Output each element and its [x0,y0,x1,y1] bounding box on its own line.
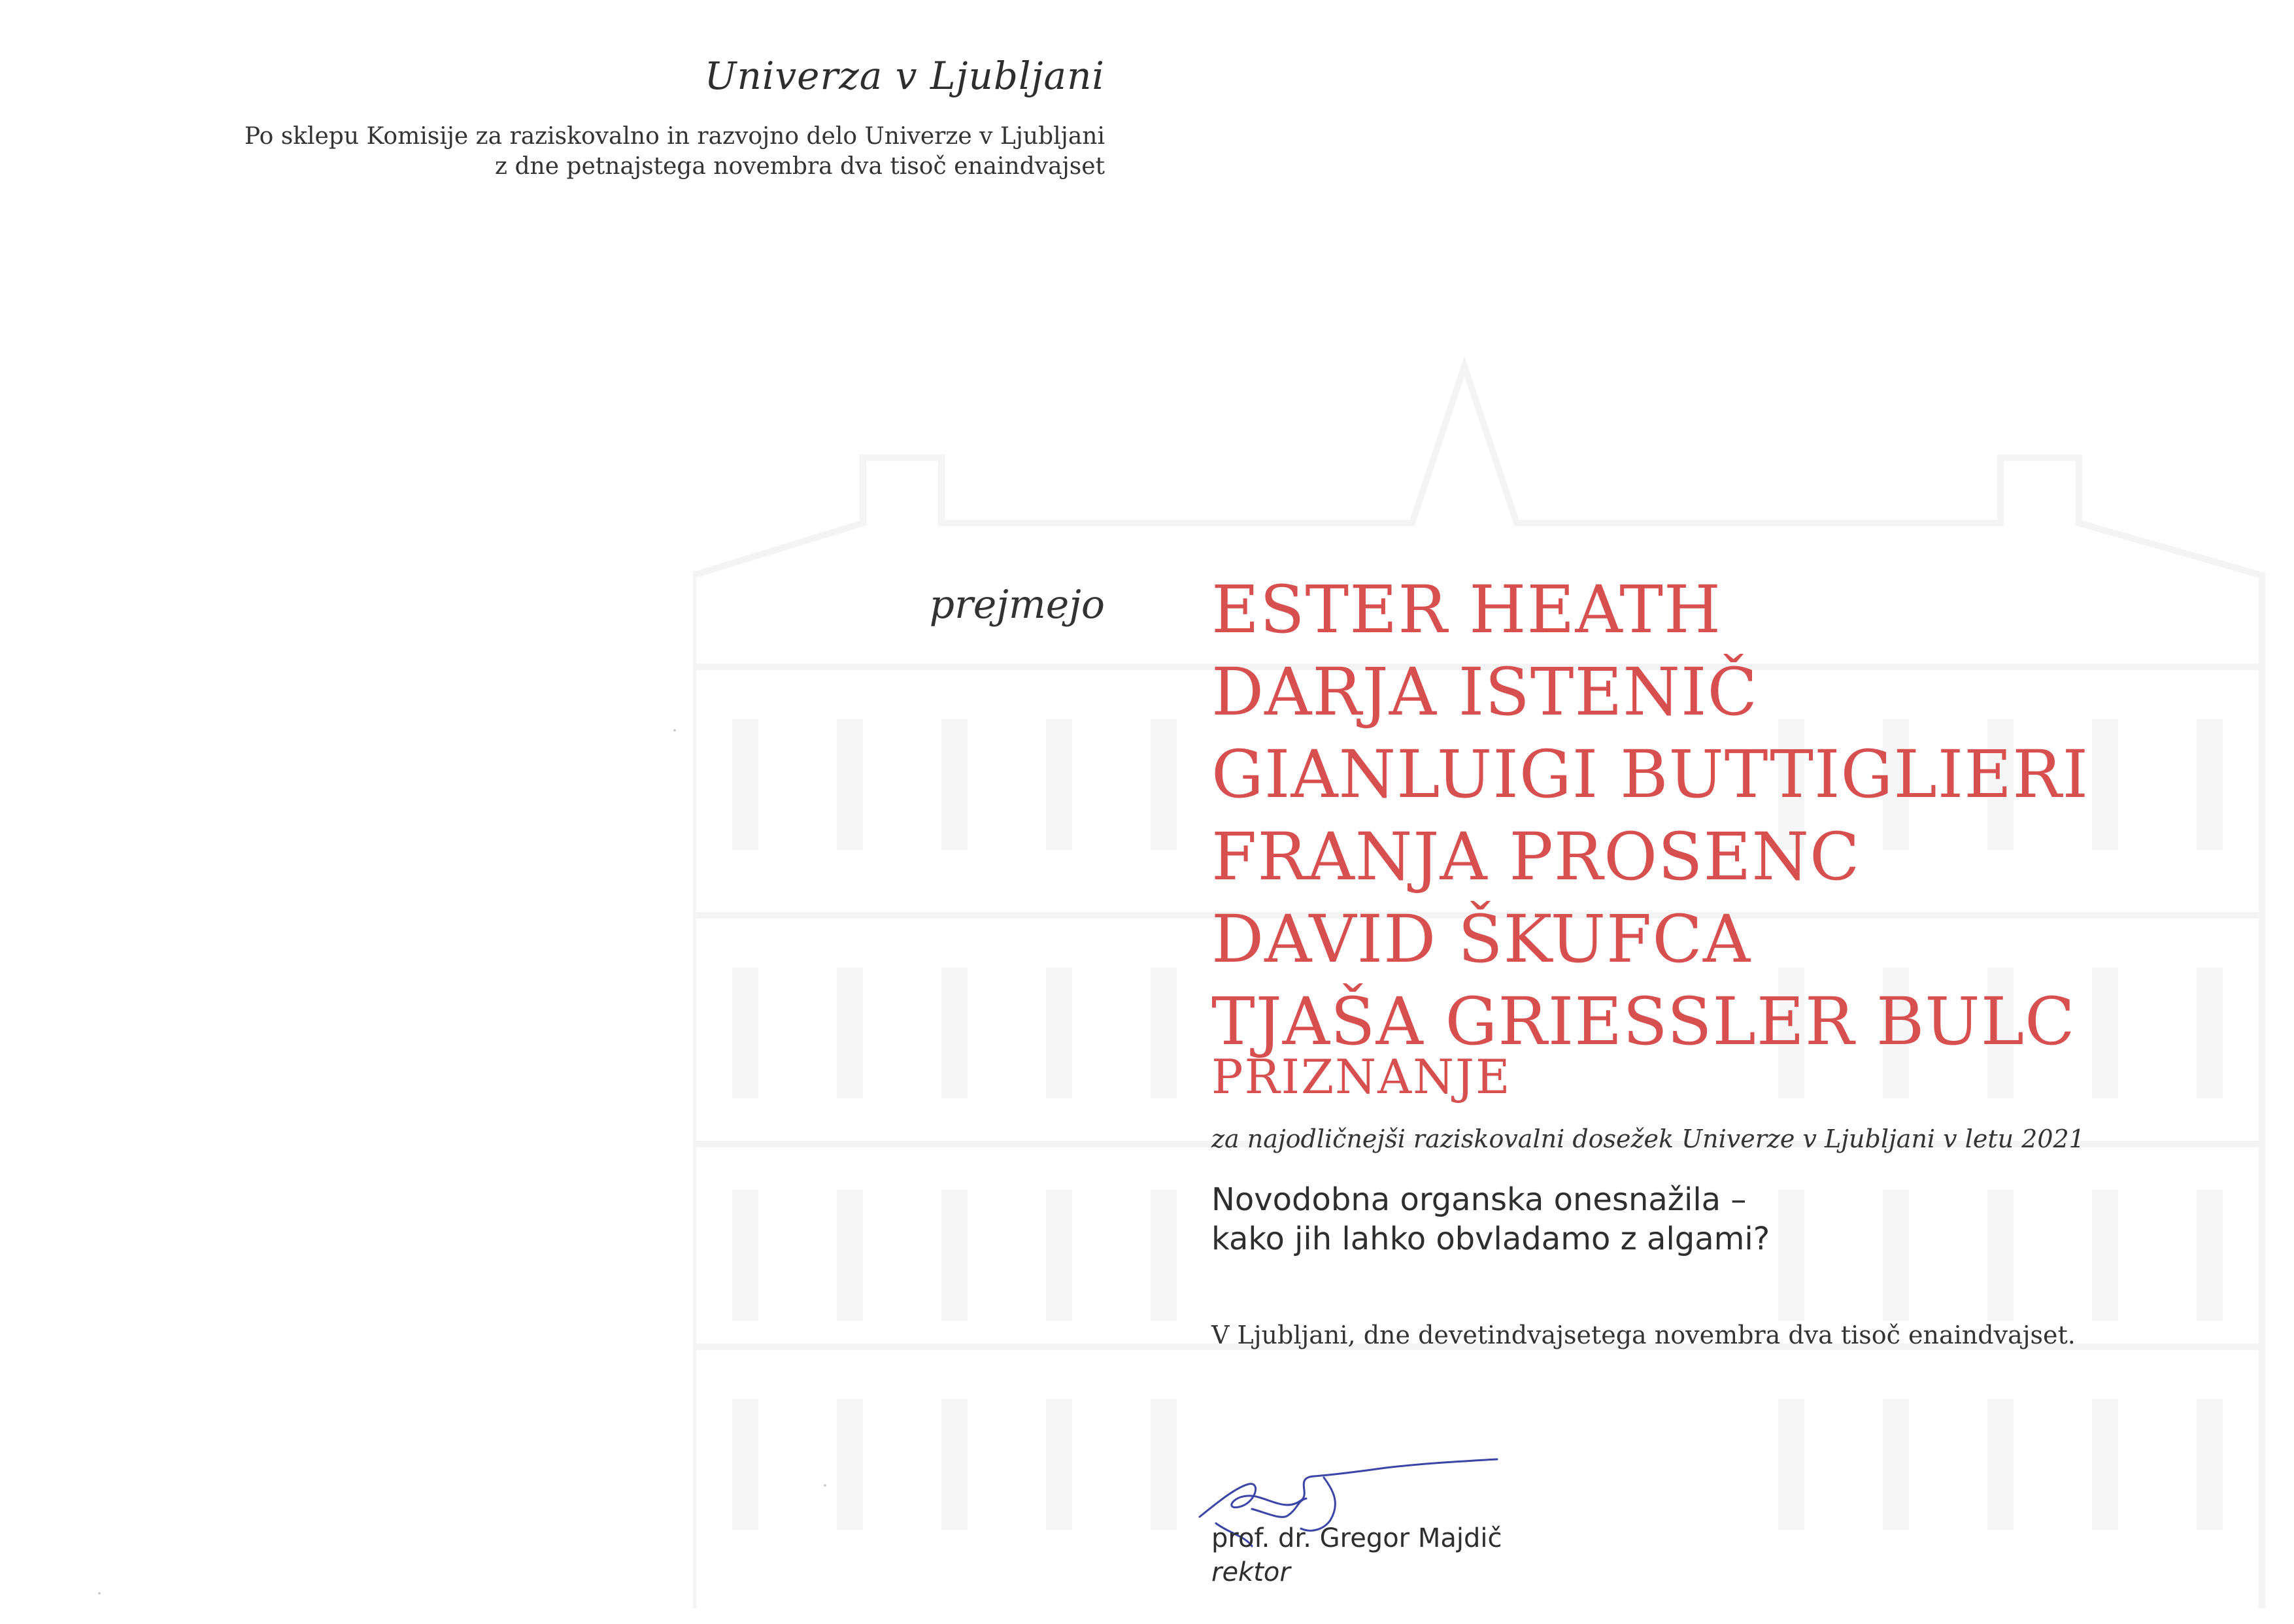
recipient-name: GIANLUIGI BUTTIGLIERI [1211,736,2089,813]
research-title-line-2: kako jih lahko obvladamo z algami? [1211,1221,1770,1257]
recipient-name: TJAŠA GRIESSLER BULC [1211,983,2076,1060]
recipient-name: DAVID ŠKUFCA [1211,901,1751,977]
signatory-role: rektor [1211,1557,1290,1587]
paper-speck [673,729,676,732]
recipient-name: DARJA ISTENIČ [1211,654,1758,730]
recipient-list [1211,569,2089,1063]
university-name: Univerza v Ljubljani [704,54,1105,98]
place-and-date: V Ljubljani, dne devetindvajsetega novembra dva tisoč enaindvajset. [1211,1321,2076,1349]
award-title: PRIZNANJE [1211,1049,1511,1104]
decree-line-1: Po sklepu Komisije za raziskovalno in razvojno delo Univerze v Ljubljani [244,123,1105,150]
signatory-name: prof. dr. Gregor Majdič [1211,1523,1502,1553]
paper-speck [824,1484,826,1487]
paper-speck [98,1592,101,1595]
recipients-label: prejmejo [929,582,1105,628]
research-title [1211,1180,1770,1259]
award-subtitle: za najodličnejši raziskovalni dosežek Univerze v Ljubljani v letu 2021 [1211,1125,2085,1153]
recipient-name: ESTER HEATH [1211,571,1722,648]
recipient-name: FRANJA PROSENC [1211,819,1861,895]
research-title-line-1: Novodobna organska onesnažila – [1211,1181,1747,1218]
certificate-header [124,54,1105,182]
decree-line-2: z dne petnajstega novembra dva tisoč enaindvajset [495,153,1105,180]
